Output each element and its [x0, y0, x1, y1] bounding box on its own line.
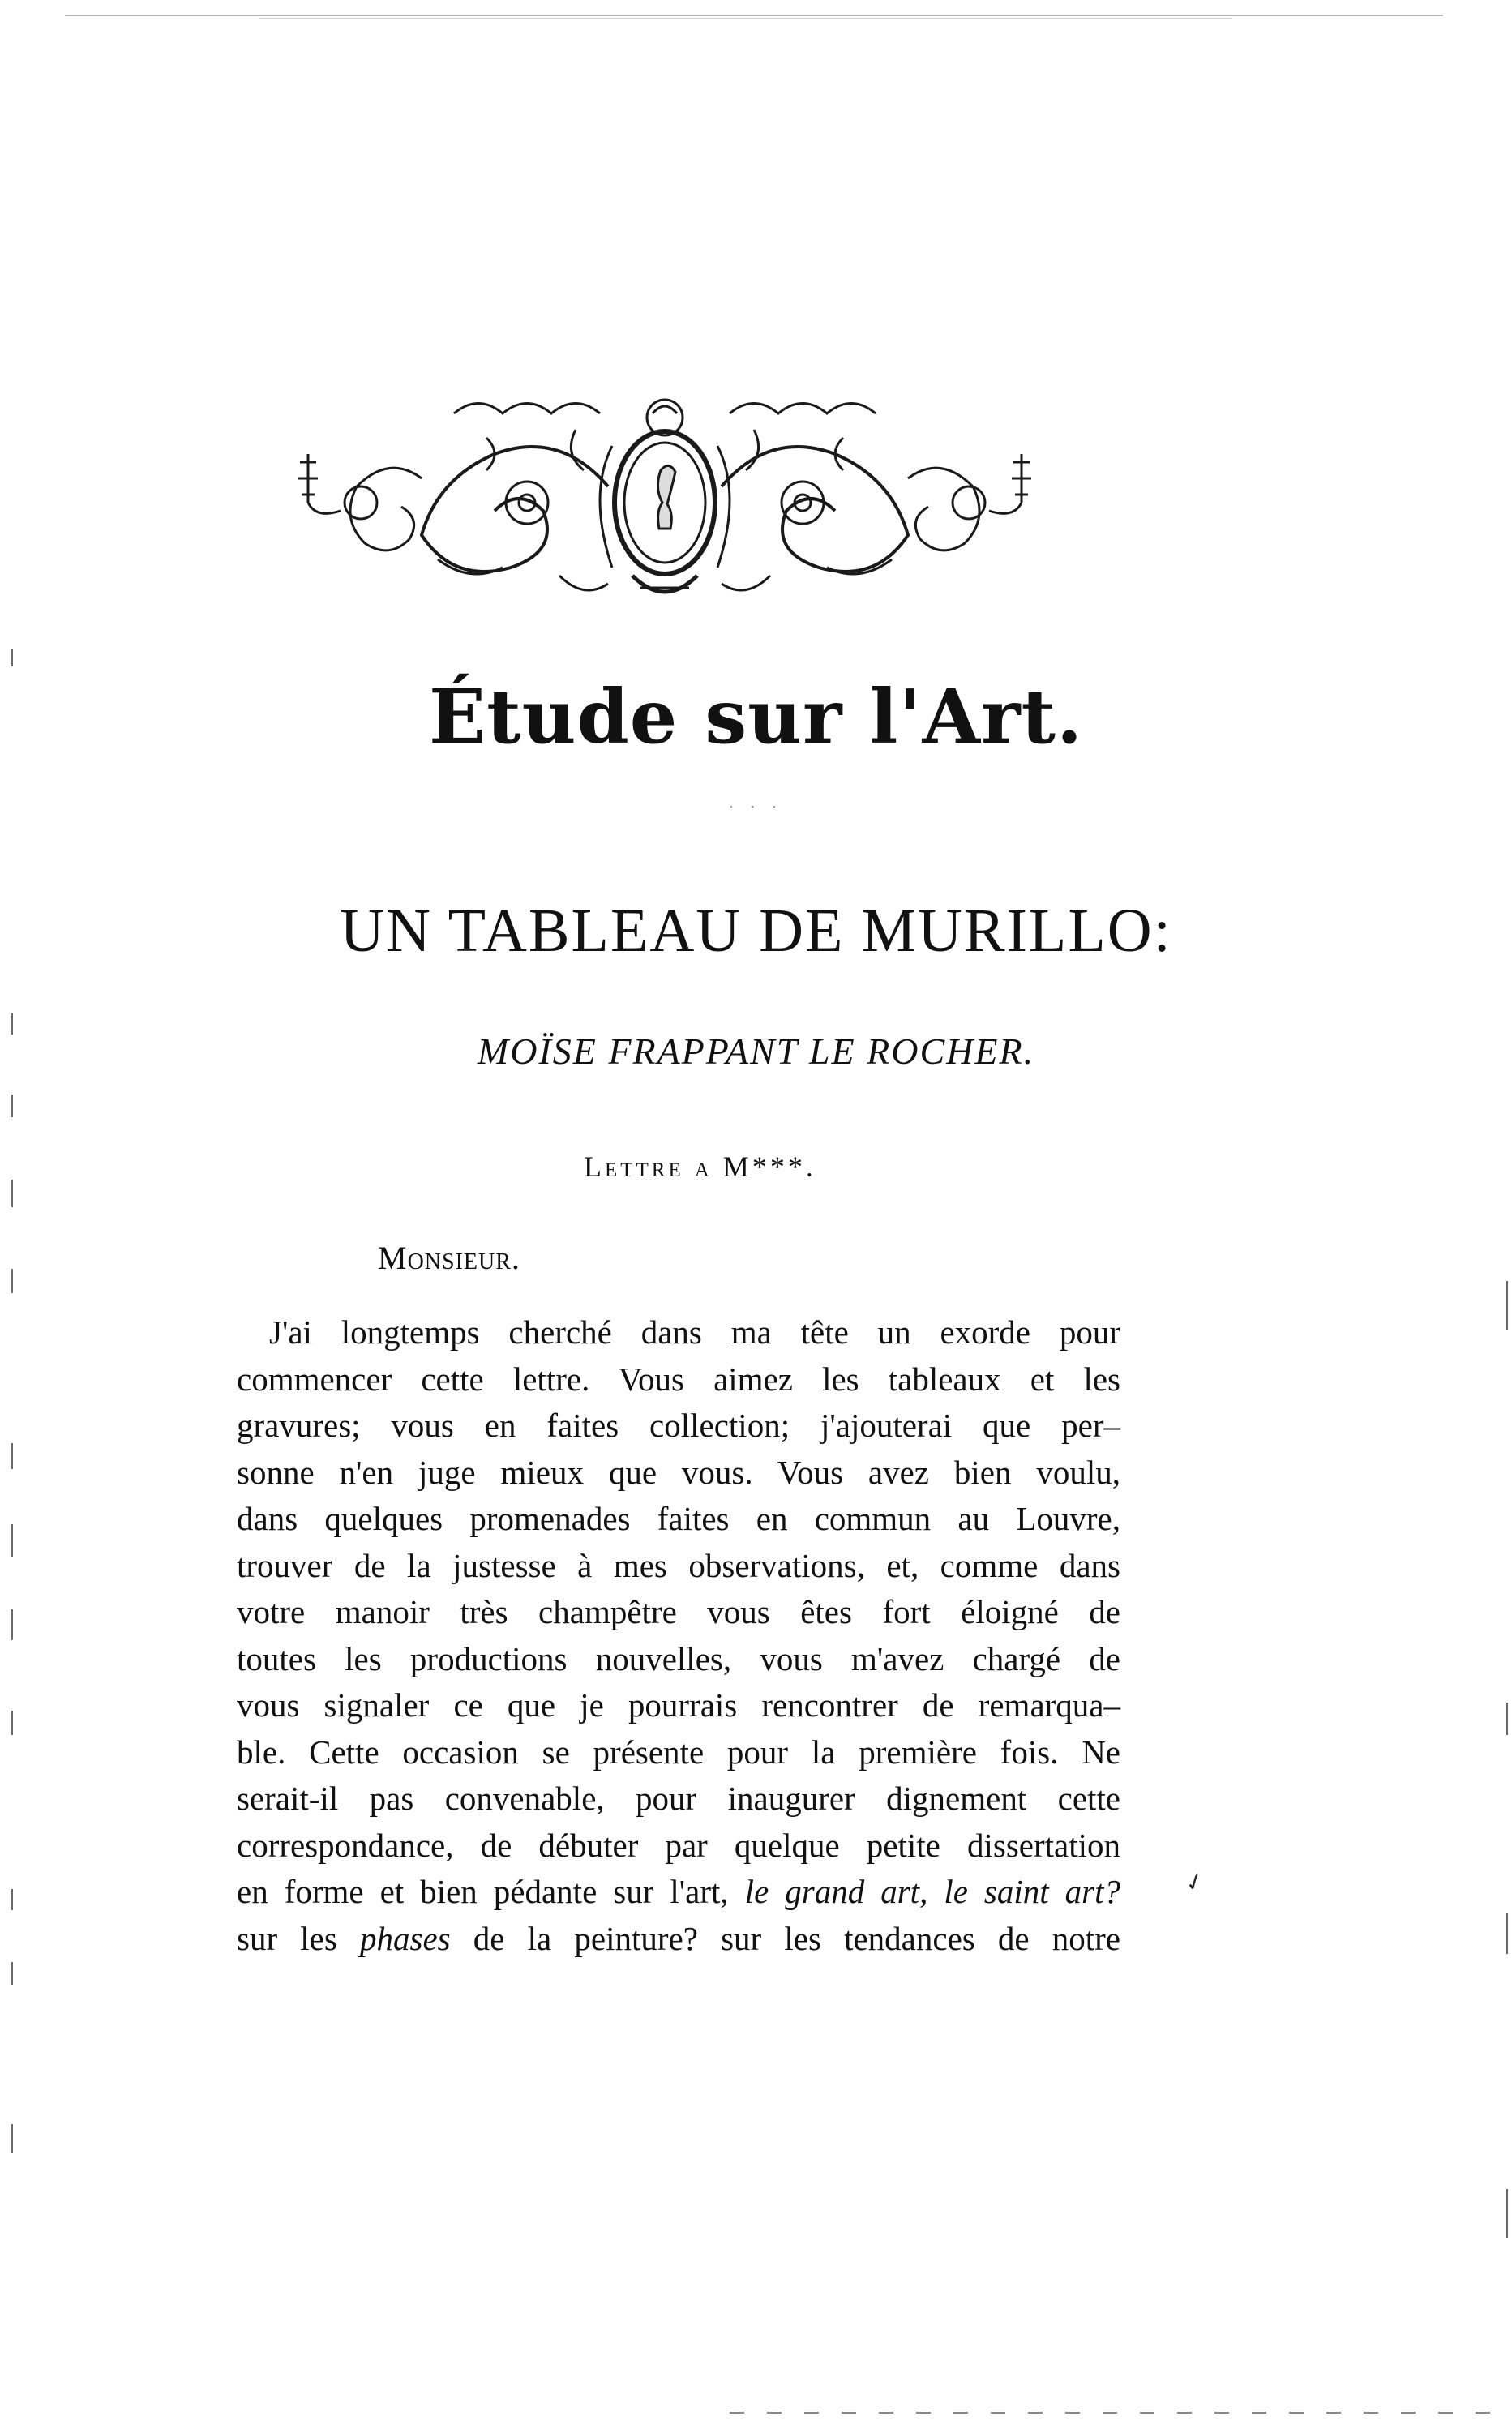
margin-mark — [11, 1443, 13, 1469]
italic-segment: le saint art? — [944, 1873, 1121, 1910]
text-line: votre manoir très champêtre vous êtes fort éloigné de — [237, 1593, 1120, 1630]
margin-mark — [11, 1962, 13, 1985]
decorative-headpiece-icon — [292, 381, 1038, 632]
separator-dots: · · · — [729, 799, 783, 815]
text-line: toutes les productions nouvelles, vous m'avez chargé de — [237, 1639, 1120, 1677]
margin-mark — [11, 1180, 13, 1207]
text-line: dans quelques promenades faites en commun au Louvre, — [237, 1500, 1120, 1537]
margin-mark — [1506, 1703, 1508, 1735]
italic-segment: phases — [360, 1919, 451, 1957]
margin-mark — [11, 2124, 13, 2153]
text-line: vous signaler ce que je pourrais rencontrer de remarqua– — [237, 1686, 1120, 1724]
text-segment: sur les — [237, 1919, 337, 1957]
text-line: correspondance, de débuter par quelque petite dissertation — [237, 1826, 1120, 1864]
text-line — [237, 1869, 1120, 1916]
salutation: Monsieur. — [378, 1240, 520, 1276]
text-line: sonne n'en juge mieux que vous. Vous avez bien voulu, — [237, 1453, 1120, 1491]
text-line: serait-il pas convenable, pour inaugurer dignement cette — [237, 1780, 1120, 1817]
margin-mark — [11, 1609, 13, 1640]
margin-mark — [1506, 1281, 1508, 1330]
letter-heading: Lettre a M***. — [584, 1150, 816, 1183]
text-segment: de la peinture? sur les tendances de notre — [473, 1919, 1121, 1957]
text-line: ble. Cette occasion se présente pour la première fois. Ne — [237, 1733, 1120, 1771]
italic-segment: le grand art, — [744, 1873, 928, 1910]
margin-mark — [1506, 2189, 1508, 2238]
scan-edge-dashes — [730, 2412, 1508, 2414]
margin-mark — [11, 649, 13, 666]
text-segment: en forme et bien pédante sur l'art, — [237, 1873, 729, 1910]
text-line: J'ai longtemps cherché dans ma tête un exorde pour — [269, 1313, 1120, 1351]
margin-mark — [11, 1889, 13, 1910]
margin-mark — [11, 1524, 13, 1557]
ink-mark: ✓ — [1181, 1867, 1209, 1899]
body-paragraph — [237, 1309, 1120, 1962]
margin-mark — [11, 1711, 13, 1735]
margin-mark — [1506, 1913, 1508, 1954]
text-line: gravures; vous en faites collection; j'ajouterai que per– — [237, 1407, 1120, 1444]
text-line — [237, 1916, 1120, 1963]
margin-mark — [11, 1269, 13, 1293]
margin-mark — [11, 1095, 13, 1117]
text-line: trouver de la justesse à mes observations, et, comme dans — [237, 1546, 1120, 1584]
scan-edge-line — [259, 18, 1232, 19]
page-title: UN TABLEAU DE MURILLO: — [340, 897, 1172, 965]
text-line: commencer cette lettre. Vous aimez les tableaux et les — [237, 1360, 1120, 1398]
scan-edge-line — [65, 15, 1443, 16]
section-title: Étude sur l'Art. — [428, 673, 1084, 760]
page-subtitle: MOÏSE FRAPPANT LE ROCHER. — [477, 1030, 1035, 1072]
